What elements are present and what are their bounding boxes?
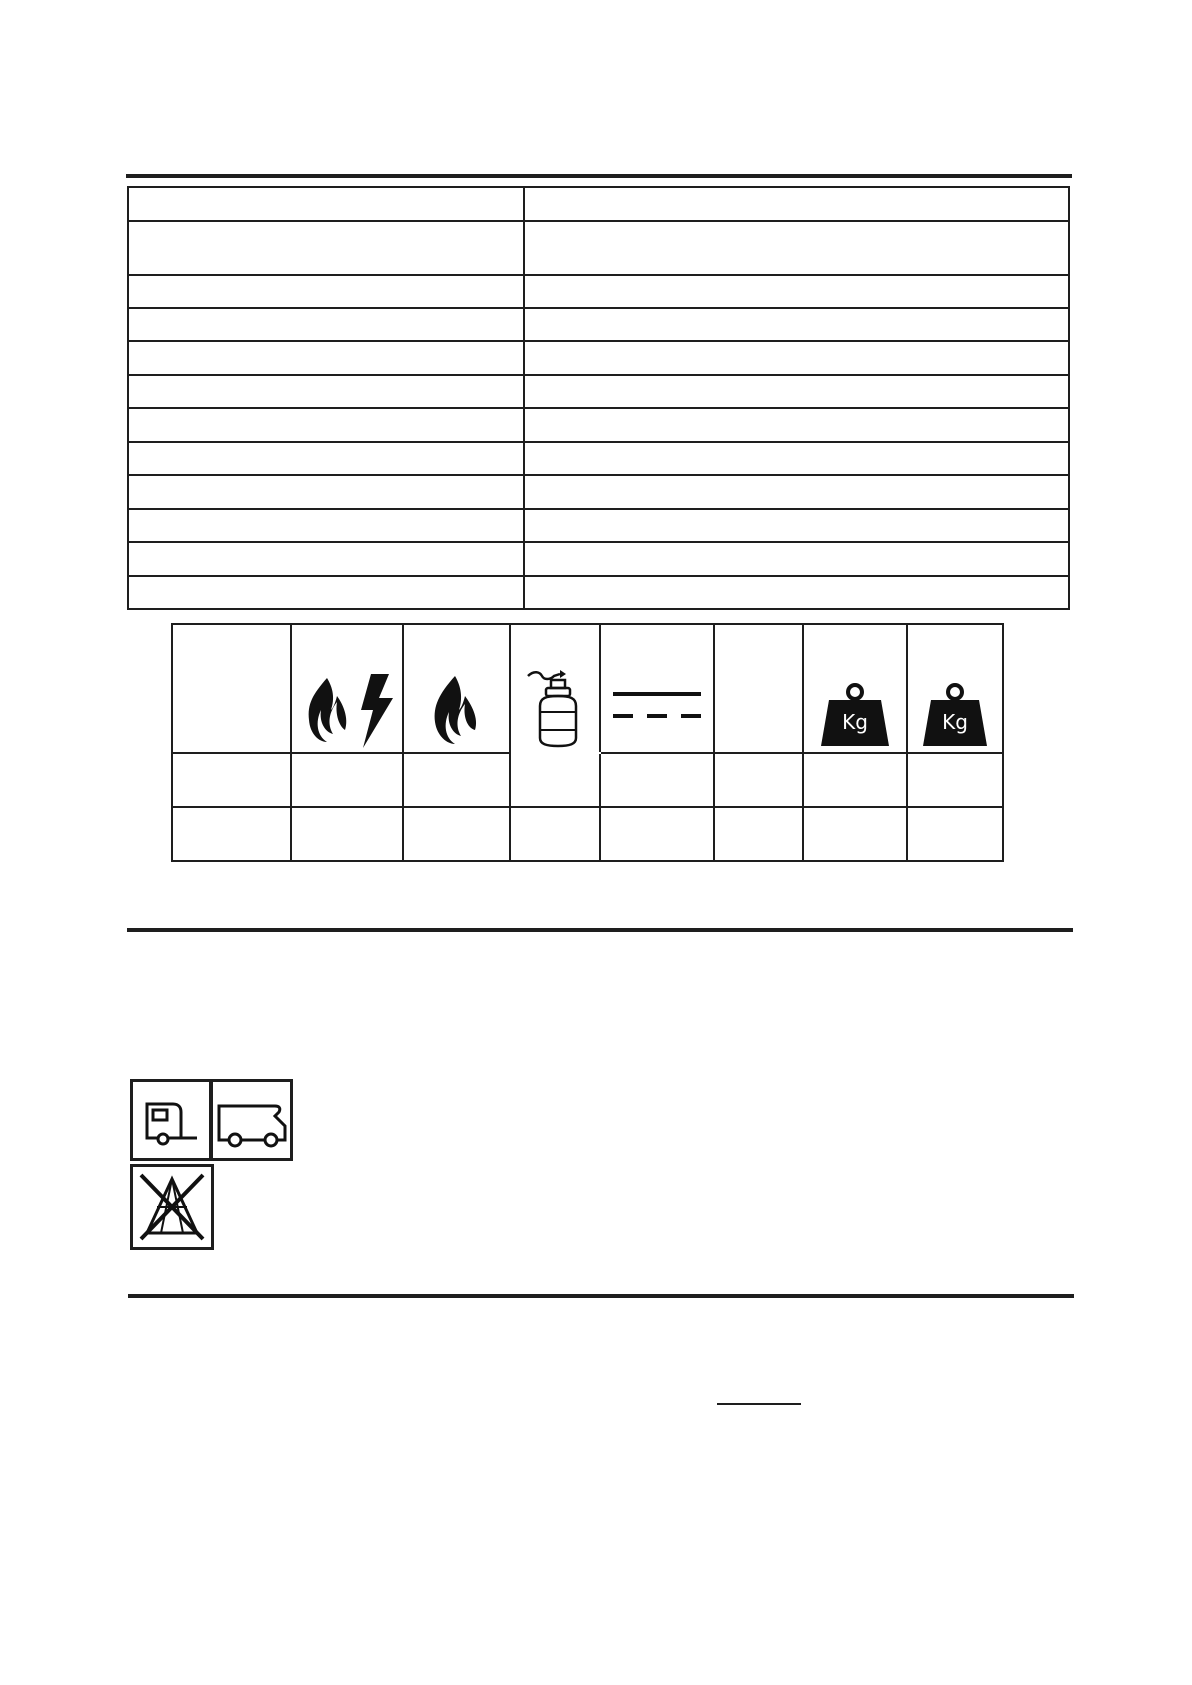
data-cell [803,807,907,861]
data-cell [403,807,510,861]
weight-label: Kg [842,710,869,734]
data-cell [291,753,403,807]
section-divider [128,1294,1074,1298]
table-row [128,475,1069,509]
spec-label-cell [128,475,524,509]
spec-value-cell [524,375,1069,408]
spec-label-cell [128,408,524,442]
header-cell [803,624,907,753]
motorhome-icon [213,1082,290,1158]
table-row [128,542,1069,576]
spec-value-cell [524,308,1069,341]
gas-cylinder-icon [520,666,590,748]
data-cell [510,807,600,861]
spec-label-cell [128,442,524,475]
table-row [128,375,1069,408]
data-cell [907,753,1003,807]
spec-value-cell [524,442,1069,475]
spec-value-cell [524,475,1069,509]
caravan-icon-box [130,1079,212,1161]
header-cell [714,624,803,753]
data-cell [291,807,403,861]
header-cell [172,624,291,753]
header-cell [291,624,403,753]
gas-and-electric-icon [297,670,397,750]
top-divider [126,174,1072,178]
gas-flame-icon [427,670,487,750]
spec-label-cell [128,542,524,576]
data-cell [714,807,803,861]
table-row [172,807,1003,861]
data-cell [600,753,714,807]
no-tent-icon-box [130,1164,214,1250]
spec-value-cell [524,187,1069,221]
table-row [128,187,1069,221]
no-tent-icon [133,1167,211,1247]
table-row [128,442,1069,475]
dc-current-icon [607,686,707,726]
spec-value-cell [524,275,1069,308]
table-row [128,221,1069,275]
table-row [172,753,1003,807]
icon-header-row [172,624,1003,753]
data-cell [172,807,291,861]
data-cell [803,753,907,807]
signature-line [717,1403,801,1405]
section-divider [127,928,1073,932]
header-cell [907,624,1003,753]
table-row [128,341,1069,375]
header-cell [403,624,510,753]
spec-value-cell [524,341,1069,375]
spec-label-cell [128,187,524,221]
spec-value-cell [524,509,1069,542]
spec-label-cell [128,375,524,408]
energy-icon-table [171,623,1004,862]
data-cell [714,753,803,807]
specification-table [127,186,1070,610]
header-cell [600,624,714,753]
weight-label: Kg [942,710,968,734]
spec-label-cell [128,275,524,308]
data-cell [510,753,600,807]
table-row [128,308,1069,341]
data-cell [907,807,1003,861]
spec-value-cell [524,408,1069,442]
caravan-icon [133,1082,209,1158]
spec-label-cell [128,221,524,275]
spec-label-cell [128,341,524,375]
table-row [128,509,1069,542]
spec-label-cell [128,509,524,542]
spec-value-cell [524,542,1069,576]
table-row [128,275,1069,308]
header-cell [510,624,600,753]
spec-label-cell [128,308,524,341]
spec-label-cell [128,576,524,609]
motorhome-icon-box [210,1079,293,1161]
weight-icon [819,682,891,748]
data-cell [172,753,291,807]
table-row [128,408,1069,442]
spec-value-cell [524,221,1069,275]
weight-icon [921,682,989,748]
spec-value-cell [524,576,1069,609]
data-cell [600,807,714,861]
table-row [128,576,1069,609]
data-cell [403,753,510,807]
